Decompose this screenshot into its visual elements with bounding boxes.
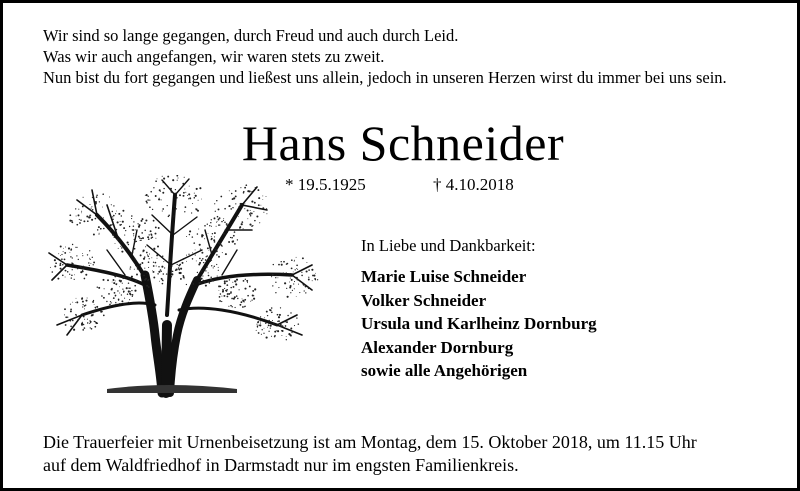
poem-line: Was wir auch angefangen, wir waren stets zu zweit.	[43, 47, 385, 66]
mourner-name: Volker Schneider	[361, 290, 487, 310]
mourner-name: Marie Luise Schneider	[361, 267, 527, 286]
funeral-info	[43, 431, 697, 476]
funeral-info-line: auf dem Waldfriedhof in Darmstadt nur im engsten Familienkreis.	[43, 454, 519, 475]
tree-icon	[37, 175, 327, 405]
funeral-info-line: Die Trauerfeier mit Urnenbeisetzung ist am Montag, dem 15. Oktober 2018, um 11.15 Uhr	[43, 432, 697, 452]
mourners	[361, 235, 597, 383]
poem	[43, 25, 727, 88]
mourner-name: Ursula und Karlheinz Dornburg	[361, 314, 597, 333]
death-date: † 4.10.2018	[433, 175, 514, 194]
poem-line: Wir sind so lange gegangen, durch Freud und auch durch Leid.	[43, 26, 459, 45]
mourners-list	[361, 265, 597, 383]
mourner-name: Alexander Dornburg	[361, 337, 514, 357]
mourner-name: sowie alle Angehörigen	[361, 361, 528, 380]
mourners-intro: In Liebe und Dankbarkeit:	[361, 236, 536, 255]
birth-date: * 19.5.1925	[285, 175, 366, 194]
poem-line: Nun bist du fort gegangen und ließest uns allein, jedoch in unseren Herzen wirst du immer bei uns sein.	[43, 68, 727, 87]
deceased-name: Hans Schneider	[241, 115, 565, 171]
